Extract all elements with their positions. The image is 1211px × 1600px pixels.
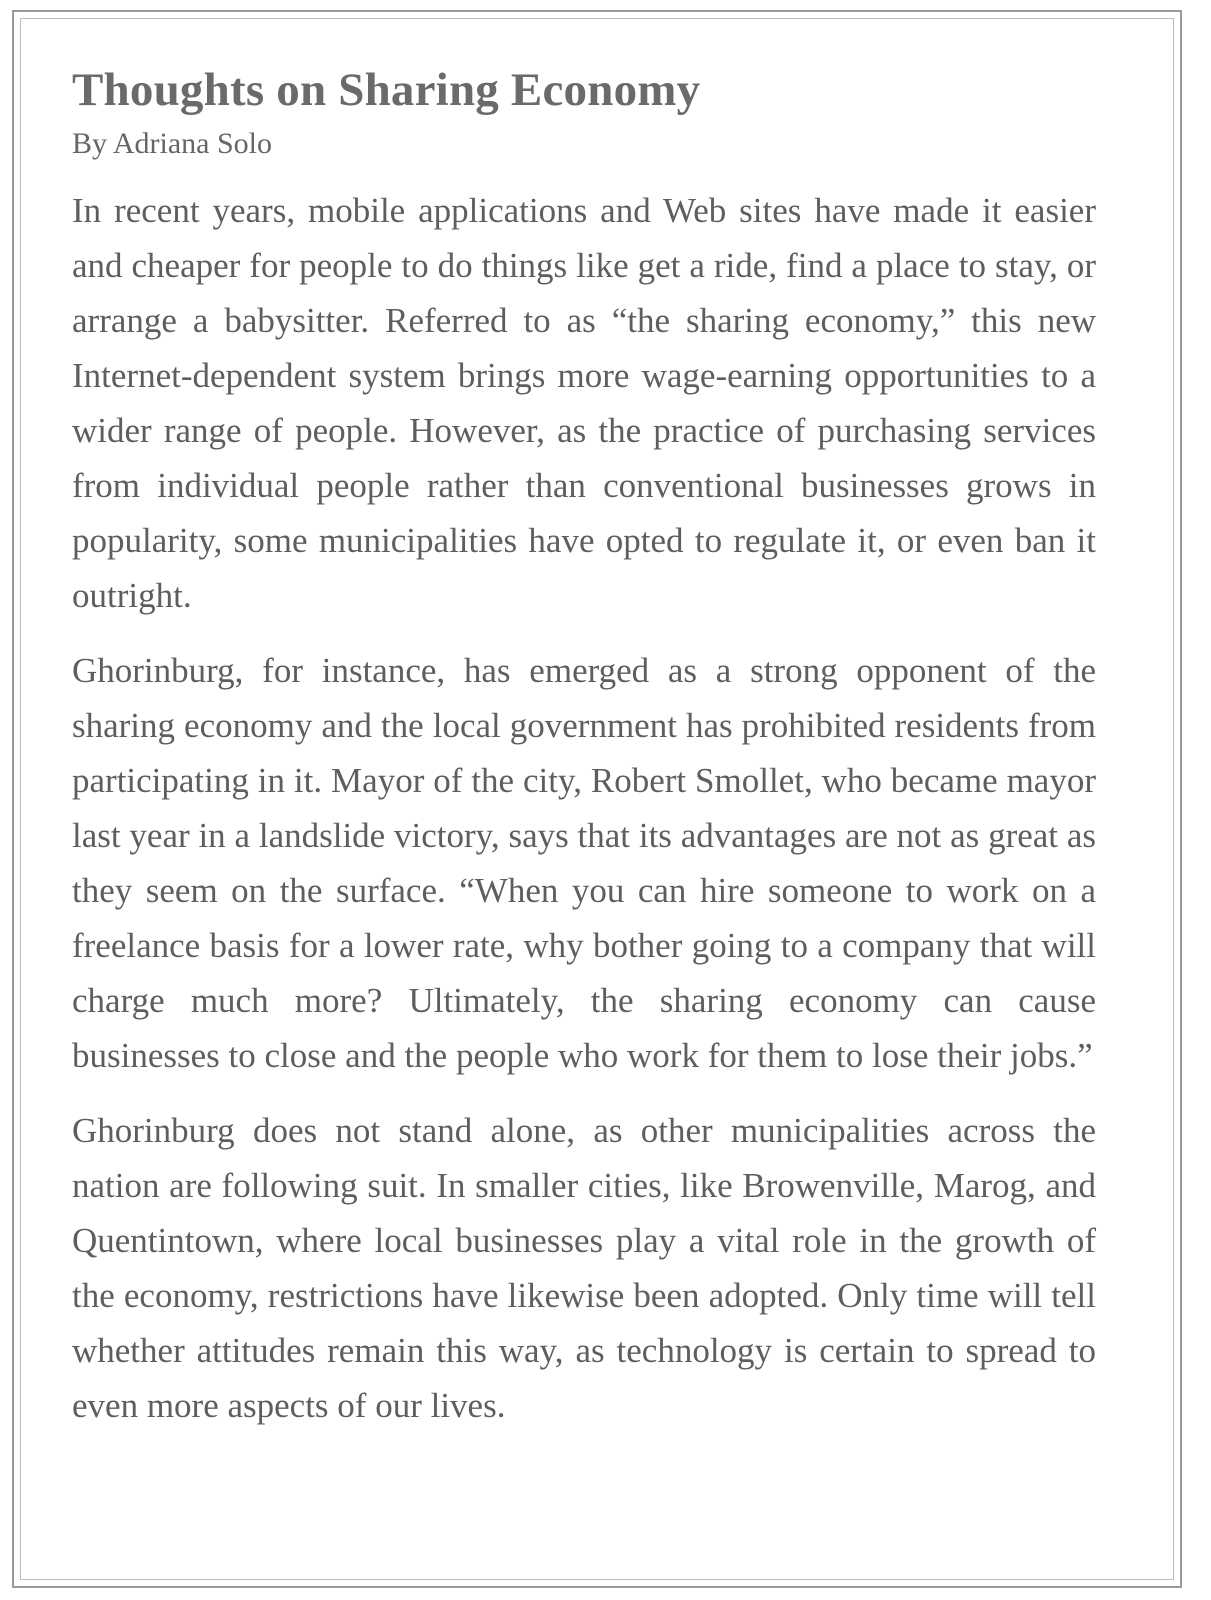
article-paragraph-3: Ghorinburg does not stand alone, as other municipalities across the nation are following suit. In smaller cities, like Browenville, Marog, and Quentintown, where local businesses play a vital role in the growth of the economy, restrictions have likewise been adopted. Only time will tell whether attitudes remain this way, as technology is certain to spread to even more aspects of our lives.	[72, 1111, 1096, 1426]
article-byline: By Adriana Solo	[72, 127, 272, 161]
article-title: Thoughts on Sharing Economy	[72, 64, 701, 116]
article-paragraph-2: Ghorinburg, for instance, has emerged as a strong opponent of the sharing economy and the local government has prohibited residents from participating in it. Mayor of the city, Robert Smollet, who became mayor last year in a landslide victory, says that its advantages are not as great as they seem on the surface. “When you can hire someone to work on a freelance basis for a lower rate, why bother going to a company that will charge much more? Ultimately, the sharing economy can cause businesses to close and the people who work for them to lose their jobs.”	[72, 651, 1096, 1076]
article-content	[72, 62, 1096, 1433]
article-paragraph-1: In recent years, mobile applications and Web sites have made it easier and cheaper for people to do things like get a ride, find a place to stay, or arrange a babysitter. Referred to as “the sharing economy,” this new Internet-dependent system brings more wage-earning opportunities to a wider range of people. However, as the practice of purchasing services from individual people rather than conventional businesses grows in popularity, some municipalities have opted to regulate it, or even ban it outright.	[72, 191, 1096, 616]
